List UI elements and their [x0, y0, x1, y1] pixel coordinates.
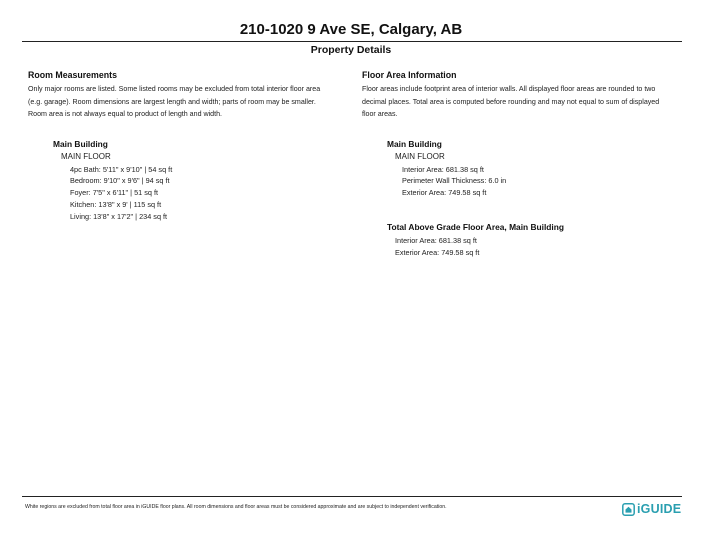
note-line: decimal places. Total area is computed before rounding and may not equal to sum of displayed	[362, 97, 660, 106]
note-line: Only major rooms are listed. Some listed rooms may be excluded from total interior floor area	[28, 85, 321, 93]
area-item: Exterior Area: 749.58 sq ft	[402, 188, 487, 198]
room-item: Bedroom: 9'10" x 9'6" | 94 sq ft	[70, 176, 170, 186]
floor-area-title: Floor Area Information	[362, 70, 457, 80]
area-item: Perimeter Wall Thickness: 6.0 in	[402, 176, 507, 186]
floor-area-note	[362, 83, 684, 121]
floor-heading: MAIN FLOOR	[395, 151, 445, 161]
iguide-logo-icon	[622, 503, 635, 516]
brand-name: iGUIDE	[637, 502, 682, 516]
room-item: 4pc Bath: 5'11" x 9'10" | 54 sq ft	[70, 164, 173, 174]
page-subtitle: Property Details	[310, 44, 392, 56]
room-item: Living: 13'8" x 17'2" | 234 sq ft	[70, 211, 168, 221]
floor-area-section	[362, 70, 684, 258]
total-area-item: Exterior Area: 749.58 sq ft	[395, 247, 480, 257]
area-list	[402, 164, 684, 199]
total-area-list	[395, 235, 684, 258]
building-heading: Main Building	[387, 138, 442, 149]
footer-disclaimer: White regions are excluded from total floor area in iGUIDE floor plans. All room dimensions and floor areas must be considered approximate and are subject to independent verification.	[25, 504, 447, 510]
brand-logo	[622, 502, 681, 516]
room-measurements-section	[28, 70, 348, 222]
room-item: Foyer: 7'5" x 6'11" | 51 sq ft	[70, 188, 159, 198]
note-line: Floor areas include footprint area of interior walls. All displayed floor areas are rounded to two	[362, 85, 656, 93]
note-line: (e.g. garage). Room dimensions are largest length and width; parts of room may be smaller.	[28, 97, 316, 106]
room-measurements-note	[28, 83, 348, 121]
note-line: Room area is not always equal to product of length and width.	[28, 110, 223, 119]
room-list	[70, 164, 348, 223]
floor-heading: MAIN FLOOR	[61, 151, 111, 161]
total-area-item: Interior Area: 681.38 sq ft	[395, 235, 477, 245]
page-title: 210-1020 9 Ave SE, Calgary, AB	[239, 21, 463, 38]
room-item: Kitchen: 13'8" x 9' | 115 sq ft	[70, 199, 162, 209]
footer-divider	[22, 496, 682, 497]
building-heading: Main Building	[53, 138, 108, 149]
total-area-heading: Total Above Grade Floor Area, Main Building	[387, 221, 564, 232]
header-divider	[22, 41, 682, 42]
room-measurements-title: Room Measurements	[28, 70, 117, 80]
area-item: Interior Area: 681.38 sq ft	[402, 164, 484, 174]
note-line: floor areas.	[362, 110, 398, 119]
